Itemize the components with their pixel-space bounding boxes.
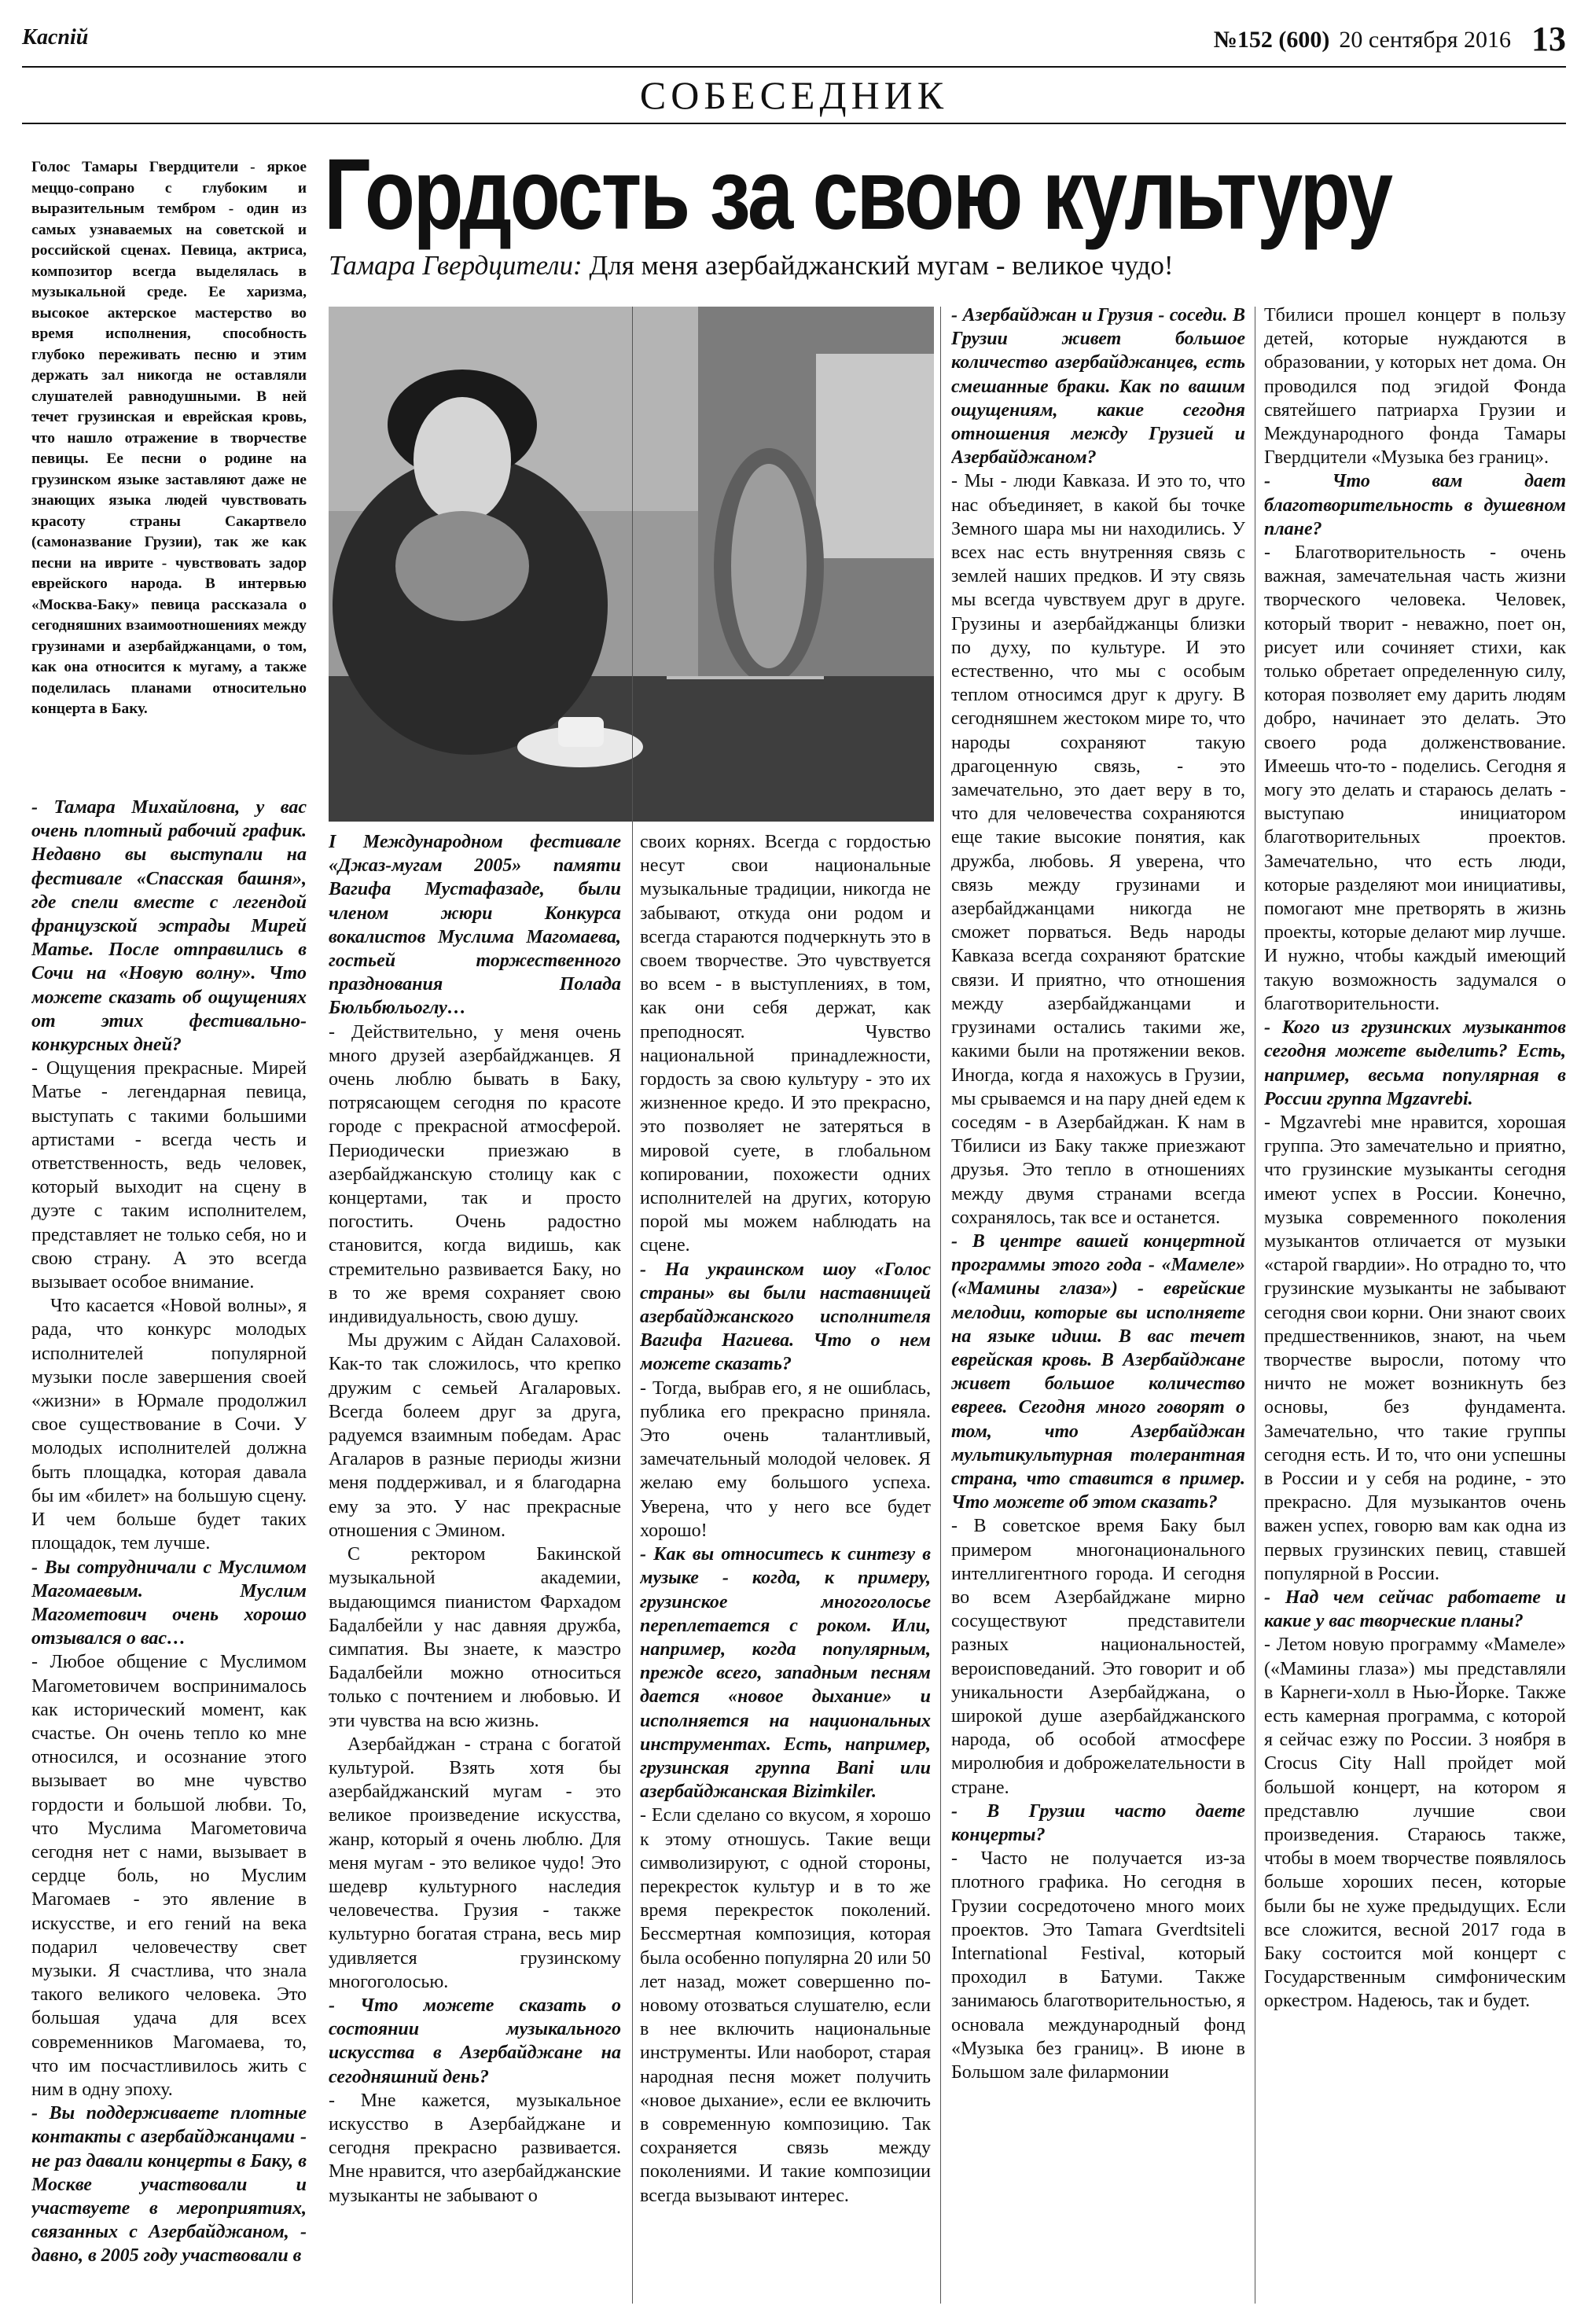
interview-question: - Что вам дает благотворительность в душевном плане? (1264, 471, 1566, 539)
interview-paragraph: Азербайджан - страна с богатой культурой. Взять хотя бы азербайджанский мугам - это великое произведение искусства, жанр, который я очень люблю. Для меня мугам - это великое чудо! Это шедевр культурного наследия человечества. Грузия - также культурно богатая страна, весь мир удивляется грузинскому многоголосью. (329, 1734, 621, 1992)
interview-paragraph: Мы дружим с Айдан Салаховой. Как-то так сложилось, что крепко дружим с семьей Агаларовых. Всегда болеем друг за друга, радуемся взаимным победам. Арас Агаларов в разные периоды жизни меня поддерживал, и я благодарна ему за это. У нас прекрасные отношения с Эмином. (329, 1330, 621, 1541)
text-column-4 (951, 303, 1245, 2305)
article-intro: Голос Тамары Гвердцители - яркое меццо-сопрано с глубоким и выразительным тембром - один из самых узнаваемых на советской и российской сценах. Певица, актриса, композитор всегда выделялась в музыкальной среде. Ее харизма, высокое актерское мастерство во время исполнения, способность глубоко переживать песню и этим держать зал никогда не оставляли слушателей равнодушными. В ней течет грузинская и еврейская кровь, что нашло отражение в творчестве певицы. Ее песни о родине на грузинском языке заставляют даже не знающих языка людей чувствовать красоту страны Сакартвело (самоназвание Грузии), так же как песни на иврите - чувствовать задор еврейского народа. В интервью «Москва-Баку» певица рассказала о сегодняшних взаимоотношениях между грузинами и азербайджанцами, о том, как она относится к мугаму, а также поделилась планами относительно концерта в Баку. (31, 159, 307, 717)
interview-paragraph: Что касается «Новой волны», я рада, что конкурс молодых исполнителей популярной музыки после завершения своей «жизни» в Юрмале продолжил свое существование в Сочи. У молодых исполнителей должна быть площадка, которая давала бы им «билет» на большую сцену. И чем больше будет таких площадок, тем лучше. (31, 1296, 307, 1554)
section-rubric: СОБЕСЕДНИК (639, 73, 949, 117)
text-column-5 (1264, 303, 1566, 2305)
interview-question: - В центре вашей концертной программы этого года - «Мамеле» («Мамины глаза») - еврейские мелодии, которые вы исполняете на языке идиш. В вас течет еврейская кровь. В Азербайджане живет большое количество евреев. Сегодня много говорят о том, что Азербайджан мультикультурная толерантная страна, что ставится в пример. Что можете об этом сказать? (951, 1230, 1245, 1513)
interview-paragraph: - Мне кажется, музыкальное искусство в Азербайджане и сегодня прекрасно развивается. Мне нравится, что азербайджанские музыканты не забывают о (329, 2090, 621, 2206)
interview-paragraph: - Mgzavrebi мне нравится, хорошая группа. Это замечательно и приятно, что грузинские музыканты сегодня имеют успех в России. Конечно, музыка современного поколения музыкантов отличается от музыки «старой гвардии». Но отрадно то, что грузинские музыканты не забывают сегодня свои корни. Они знают своих предшественников, знают, на чьем творчестве выросли, потому что ничто не может возникнуть без основы, без фундамента. Замечательно, что такие группы сегодня есть. И то, что они успешны в России и у себя на родине, - это прекрасно. Для музыкантов очень важен успех, говорю вам как одна из первых грузинских певиц, ставшей популярной в России. (1264, 1112, 1566, 1584)
section-rule (22, 123, 1566, 124)
portrait-photo (329, 307, 934, 822)
subhead-name: Тамара Гвердцители: (329, 250, 583, 281)
column-rule (632, 307, 633, 2304)
interview-question: - Что можете сказать о состоянии музыкального искусства в Азербайджане на сегодняшний день? (329, 1995, 621, 2087)
article-subhead (329, 250, 1563, 281)
interview-question: - Вы сотрудничали с Муслимом Магомаевым. Муслим Магометович очень хорошо отзывался о вас… (31, 1557, 307, 1649)
interview-question: - Тамара Михайловна, у вас очень плотный рабочий график. Недавно вы выступали на фестивале «Спасская башня», где спели вместе с легендой французской эстрады Мирей Матье. После отправились в Сочи на «Новую волну». Что можете сказать об ощущениях от этих фестивально-конкурсных дней? (31, 797, 307, 1056)
interview-paragraph: - Тогда, выбрав его, я не ошиблась, публика его прекрасно приняла. Это очень талантливый, замечательный молодой человек. Я желаю ему большого успеха. Уверена, что у него все будет хорошо! (640, 1377, 931, 1541)
newspaper-name: Каспій (22, 25, 89, 50)
interview-paragraph: - Любое общение с Муслимом Магометовичем воспринималось как исторический момент, как счастье. Он очень тепло ко мне относился, и осознание этого вызывает во мне чувство гордости и большой любви. То, что Муслима Магометовича сегодня нет с нами, вызывает в сердце боль, но Муслим Магомаев - это явление в искусстве, и его гений на века подарил человечеству свет музыки. Я счастлива, что знала такого великого человека. Это большая удача для всех современников Магомаева, то, что им посчастливилось жить с ним в одну эпоху. (31, 1652, 307, 2100)
interview-paragraph: - В советское время Баку был примером многонационального интеллигентного города. И сегодня во всем Азербайджане мирно сосуществуют представители разных национальностей, вероисповеданий. Это говорит и об уникальности Азербайджана, о широкой душе азербайджанского народа, об особой атмосфере миролюбия и доброжелательности в стране. (951, 1516, 1245, 1798)
interview-question: - Над чем сейчас работаете и какие у вас творческие планы? (1264, 1587, 1566, 1632)
interview-question: - На украинском шоу «Голос страны» вы были наставницей азербайджанского исполнителя Вагифа Нагиева. Что о нем можете сказать? (640, 1259, 931, 1375)
masthead (22, 22, 1566, 68)
text-column-2 (329, 830, 621, 2305)
interview-question: - Азербайджан и Грузия - соседи. В Грузии живет большое количество азербайджанцев, есть смешанные браки. Как по вашим ощущениям, какие сегодня отношения между Грузией и Азербайджаном? (951, 305, 1245, 469)
interview-paragraph: - Мы - люди Кавказа. И это то, что нас объединяет, в какой бы точке Земного шара мы ни находились. У всех нас есть внутренняя связь с землей наших предков. И эту связь мы всегда чувствуем друг в друге. Грузины и азербайджанцы близки по духу, по культуре. И это естественно, что мы с особым теплом относимся друг к другу. В сегодняшнем жестоком мире то, что народы сохраняют такую драгоценную связь, - это замечательно, это дает веру в то, что для человечества сохраняются еще такие высокие понятия, как дружба, любовь. Я уверена, что связь между грузинами и азербайджанцами никогда не сможет порваться. Ведь народы Кавказа всегда сохраняют братские связи. И приятно, что отношения между азербайджанцами и грузинами остались такими же, какими были на протяжении веков. Иногда, когда я нахожусь в Грузии, мы срываемся и на пару дней едем к соседям - в Азербайджан. К нам в Тбилиси из Баку также приезжают друзья. Это тепло в отношениях между двумя странами всегда сохранялось, так все и останется. (951, 471, 1245, 1228)
interview-paragraph: - Часто не получается из-за плотного графика. Но сегодня в Грузии сосредоточено много моих проектов. Это Tamara Gverdtsiteli International Festival, который проходил в Батуми. Также занимаюсь благотворительностью, я основала международный фонд «Музыка без границ». В июне в Большом зале филармонии (951, 1848, 1245, 2083)
interview-paragraph: С ректором Бакинской музыкальной академии, выдающимся пианистом Фархадом Бадалбейли у нас давняя дружба, симпатия. Вы знаете, к маэстро Бадалбейли можно относиться только с почтением и любовью. И эти чувства на всю жизнь. (329, 1544, 621, 1731)
column-rule (940, 307, 941, 2304)
interview-question: - Кого из грузинских музыкантов сегодня можете выделить? Есть, например, весьма популярная в России группа Mgzavrebi. (1264, 1017, 1566, 1109)
interview-paragraph: - Ощущения прекрасные. Мирей Матье - легендарная певица, выступать с такими большими артистами - всегда честь и ответственность, ведь человек, который выходит на сцену в дуэте с таким исполнителем, представляет не только себя, но и свою страну. А это всегда вызывает особое внимание. (31, 1058, 307, 1293)
interview-question: - Вы поддерживаете плотные контакты с азербайджанцами - не раз давали концерты в Баку, в Москве участвовали и участвуете в мероприятиях, связанных с Азербайджаном, - давно, в 2005 году участвовали в (31, 2103, 307, 2267)
issue-info (1214, 27, 1511, 53)
interview-question: - Как вы относитесь к синтезу в музыке - когда, к примеру, грузинское многоголосье переплетается с роком. Или, например, когда популярным, прежде всего, западным песням дается «новое дыхание» и исполняется на национальных инструментах. Есть, например, грузинская группа Bani или азербайджанская Bizimkiler. (640, 1544, 931, 1803)
interview-paragraph: Тбилиси прошел концерт в пользу детей, которые нуждаются в образовании, у которых нет дома. Он проводился под эгидой Фонда святейшего патриарха Грузии и Международного фонда Тамары Гвердцители «Музыка без границ». (1264, 305, 1566, 469)
text-column-3 (640, 830, 931, 2305)
page-number: 13 (1531, 20, 1566, 58)
issue-number: №152 (600) (1213, 27, 1330, 53)
text-column-1 (31, 796, 307, 2305)
interview-paragraph: - Если сделано со вкусом, я хорошо к этому отношусь. Такие вещи символизируют, с одной стороны, перекресток культур и в то же время перекресток поколений. Бессмертная композиция, которая была особенно популярна 20 или 50 лет назад, может совершенно по-новому отозваться слушателю, если в нее включить национальные инструменты. Или наоборот, старая народная песня может получить «новое дыхание», если ее включить в современную композицию. Так сохраняется связь между поколениями. И такие композиции всегда вызывают интерес. (640, 1805, 931, 2206)
interview-paragraph: - Благотворительность - очень важная, замечательная часть жизни творческого человека. Человек, который творит - неважно, поет он, рисует или сочиняет стихи, как только обретает определенную силу, которая позволяет ему дарить людям добро, начинает это делать. Это своего рода долженствование. Имеешь что-то - поделись. Сегодня я могу это делать и стараюсь делать - выступаю инициатором благотворительных проектов. Замечательно, что есть люди, которые разделяют мои инициативы, помогают мне претворять в жизнь проекты, которые делают мир лучше. И нужно, чтобы каждый имеющий такую возможность задумался о благотворительности. (1264, 542, 1566, 1014)
subhead-quote: Для меня азербайджанский мугам - великое чудо! (589, 250, 1174, 281)
interview-paragraph: - Действительно, у меня очень много друзей азербайджанцев. Я очень люблю бывать в Баку, потрясающем сегодня по красоте городе с прекрасной атмосферой. Периодически приезжаю в азербайджанскую столицу как с концертами, так и просто погостить. Очень радостно становится, когда видишь, как стремительно развивается Баку, но в то же время сохраняет свою индивидуальность, свою душу. (329, 1021, 621, 1328)
issue-date: 20 сентября 2016 (1339, 27, 1511, 53)
interview-question: - В Грузии часто даете концерты? (951, 1800, 1245, 1845)
interview-paragraph: своих корнях. Всегда с гордостью несут свои национальные музыкальные традиции, никогда не забывают, откуда они родом и всегда стараются подчеркнуть это в своем творчестве. Это чувствуется во всем - в выступлениях, в том, как они себя держат, как преподносят. Чувство национальной принадлежности, гордость за свою культуру - это их жизненное кредо. И это прекрасно, это позволяет не затеряться в мировой суете, в глобальном копировании, похожести одних исполнителей на других, которую порой мы можем наблюдать на сцене. (640, 832, 931, 1256)
portrait-illustration (329, 307, 934, 822)
interview-question: I Международном фестивале «Джаз-мугам 2005» памяти Вагифа Мустафазаде, были членом жюри Конкурса вокалистов Муслима Магомаева, гостьей торжественного празднования Полада Бюльбюльоглу… (329, 832, 621, 1019)
article-headline: Гордость за свою культуру (324, 138, 1391, 251)
interview-paragraph: - Летом новую программу «Мамеле» («Мамины глаза») мы представляли в Карнеги-холл в Нью-Йорке. Также есть камерная программа, с которой я сейчас езжу по России. 3 ноября в Crocus City Hall пройдет мой большой концерт, на котором я представлю лучшие свои произведения. Стараюсь также, чтобы в моем творчестве появлялось больше хороших песен, которые были бы не хуже предыдущих. Если все сложится, весной 2017 года в Баку состоится мой концерт с Государственным симфоническим оркестром. Надеюсь, так и будет. (1264, 1635, 1566, 2012)
